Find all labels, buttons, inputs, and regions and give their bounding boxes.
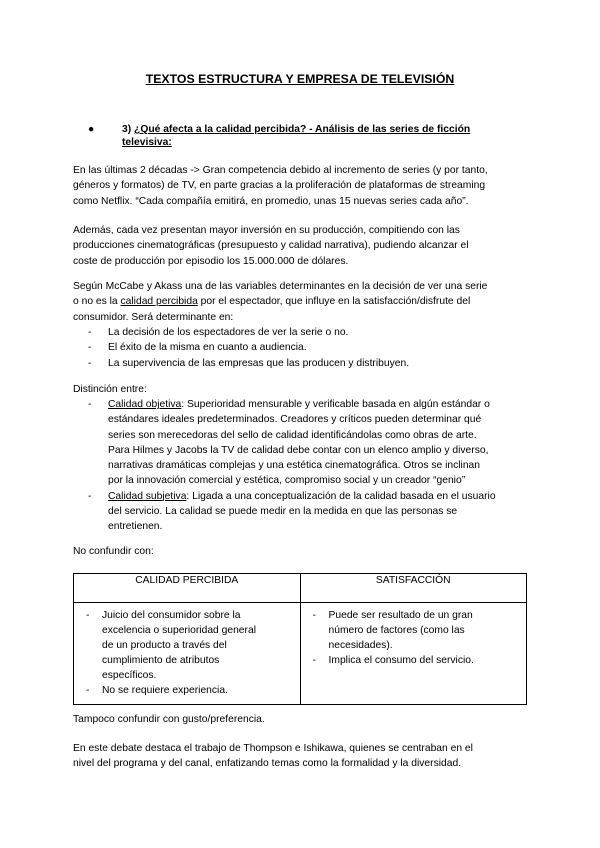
- section-heading-line2: televisiva:: [122, 137, 172, 148]
- text-line: Puede ser resultado de un gran: [328, 610, 473, 621]
- text-line: cumplimiento de atributos: [102, 655, 220, 666]
- text-line: nivel del programa y del canal, enfatizando temas como la formalidad y la diversidad.: [73, 758, 462, 770]
- determinants-list: [88, 325, 528, 371]
- text-line: En este debate destaca el trabajo de Thompson e Ishikawa, quienes se centraban en el: [73, 743, 473, 754]
- dash-icon: -: [312, 610, 316, 621]
- text-line: producciones cinematográficas (presupuesto y calidad narrativa), pudiendo alcanzar el: [73, 240, 469, 252]
- dash-icon: -: [88, 490, 92, 502]
- dash-icon: -: [86, 685, 90, 696]
- list-item-text: La decisión de los espectadores de ver la serie o no.: [108, 327, 349, 338]
- table-cell-satisfaccion: [300, 603, 527, 705]
- no-confundir-label: No confundir con:: [73, 546, 154, 557]
- distincion-label: Distinción entre:: [73, 384, 147, 395]
- paragraph-inversion: [73, 223, 533, 269]
- cell-list-item: [82, 683, 292, 698]
- text-line: excelencia o superioridad general: [102, 625, 256, 636]
- table-row: [74, 603, 527, 705]
- list-item: [88, 325, 528, 340]
- table-cell-calidad-percibida: [74, 603, 301, 705]
- dash-icon: -: [312, 655, 316, 666]
- debate-paragraph: [73, 741, 533, 772]
- tampoco-paragraph: Tampoco confundir con gusto/preferencia.: [73, 714, 265, 725]
- list-item-calidad-objetiva: [88, 397, 528, 489]
- cell-list-item: [309, 653, 519, 668]
- text-fragment: o no es la: [73, 296, 121, 308]
- section-heading-line1: ¿Qué afecta a la calidad percibida? - Análisis de las series de ficción: [134, 124, 471, 135]
- text-line: Juicio del consumidor sobre la: [102, 610, 241, 621]
- text-line: Para Hilmes y Jacobs la TV de calidad debe contar con un elenco amplio y diverso,: [108, 444, 489, 456]
- calidad-percibida-term: calidad percibida: [120, 296, 198, 308]
- dash-icon: -: [88, 399, 92, 410]
- text-fragment: por el espectador, que influye en la satisfacción/disfrute del: [197, 296, 471, 308]
- text-line: géneros y formatos) de TV, en parte gracias a la proliferación de plataformas de streaming: [73, 180, 486, 192]
- text-line: Implica el consumo del servicio.: [328, 655, 474, 666]
- column-header-calidad-percibida: CALIDAD PERCIBIDA: [74, 574, 301, 603]
- text-line: número de factores (como las: [328, 625, 465, 636]
- table-header-row: [74, 574, 527, 603]
- text-line: series son merecedoras del sello de calidad identificándolas como obras de arte.: [108, 429, 477, 441]
- dash-icon: -: [88, 327, 92, 338]
- comparison-table: [73, 573, 527, 705]
- list-item-text: El éxito de la misma en cuanto a audiencia.: [108, 342, 307, 354]
- text-line: como Netflix. “Cada compañía emitirá, en promedio, unas 15 nuevas series cada año”.: [73, 195, 469, 207]
- text-fragment: : Superioridad mensurable y verificable basada en algún estándar o: [181, 399, 490, 410]
- text-line: estándares ideales predeterminados. Creadores y críticos pueden determinar qué: [108, 414, 482, 426]
- section-number: 3): [122, 124, 132, 135]
- dash-icon: -: [88, 342, 92, 354]
- text-line: Además, cada vez presentan mayor inversión en su producción, compitiendo con las: [73, 225, 460, 236]
- text-line: En las últimas 2 décadas -> Gran competencia debido al incremento de series (y por tanto,: [73, 165, 488, 176]
- bullet-icon: ●: [88, 124, 95, 135]
- text-line: del servicio. La calidad se puede medir en la medida en que las personas se: [108, 506, 458, 518]
- calidad-types-list: [88, 397, 528, 535]
- list-item: [88, 356, 528, 371]
- list-item-text: La supervivencia de las empresas que las producen y distribuyen.: [108, 357, 410, 369]
- section-heading: [88, 123, 528, 149]
- text-line: entretienen.: [108, 521, 163, 533]
- list-item: [88, 340, 528, 355]
- text-line: necesidades).: [328, 640, 393, 651]
- text-line: narrativas dramáticas complejas y una estética cinematográfica. Otros se inclinan: [108, 460, 481, 472]
- text-line: específicos.: [102, 670, 157, 681]
- paragraph-competencia: [73, 163, 533, 209]
- text-line: No se requiere experiencia.: [102, 685, 228, 696]
- column-header-satisfaccion: SATISFACCIÓN: [300, 574, 527, 603]
- text-line: de un producto a través del: [102, 640, 227, 651]
- page-title: TEXTOS ESTRUCTURA Y EMPRESA DE TELEVISIÓN: [145, 72, 455, 86]
- cell-list-item: [82, 608, 292, 683]
- cell-list-item: [309, 608, 519, 653]
- text-line: coste de producción por episodio los 15.000.000 de dólares.: [73, 255, 349, 267]
- text-fragment: : Ligada a una conceptualización de la calidad basada en el usuario: [186, 490, 496, 502]
- dash-icon: -: [88, 357, 92, 369]
- dash-icon: -: [86, 610, 90, 621]
- calidad-subjetiva-term: Calidad subjetiva: [108, 490, 187, 502]
- paragraph-calidad-percibida: [73, 279, 533, 325]
- text-line: por la innovación comercial y estética, compromiso social y un creador “genio”: [108, 475, 466, 487]
- text-line: consumidor. Será determinante en:: [73, 311, 234, 323]
- text-line: [73, 294, 533, 309]
- list-item-calidad-subjetiva: [88, 489, 528, 535]
- text-line: Según McCabe y Akass una de las variables determinantes en la decisión de ver una serie: [73, 281, 488, 292]
- calidad-objetiva-term: Calidad objetiva: [108, 399, 182, 410]
